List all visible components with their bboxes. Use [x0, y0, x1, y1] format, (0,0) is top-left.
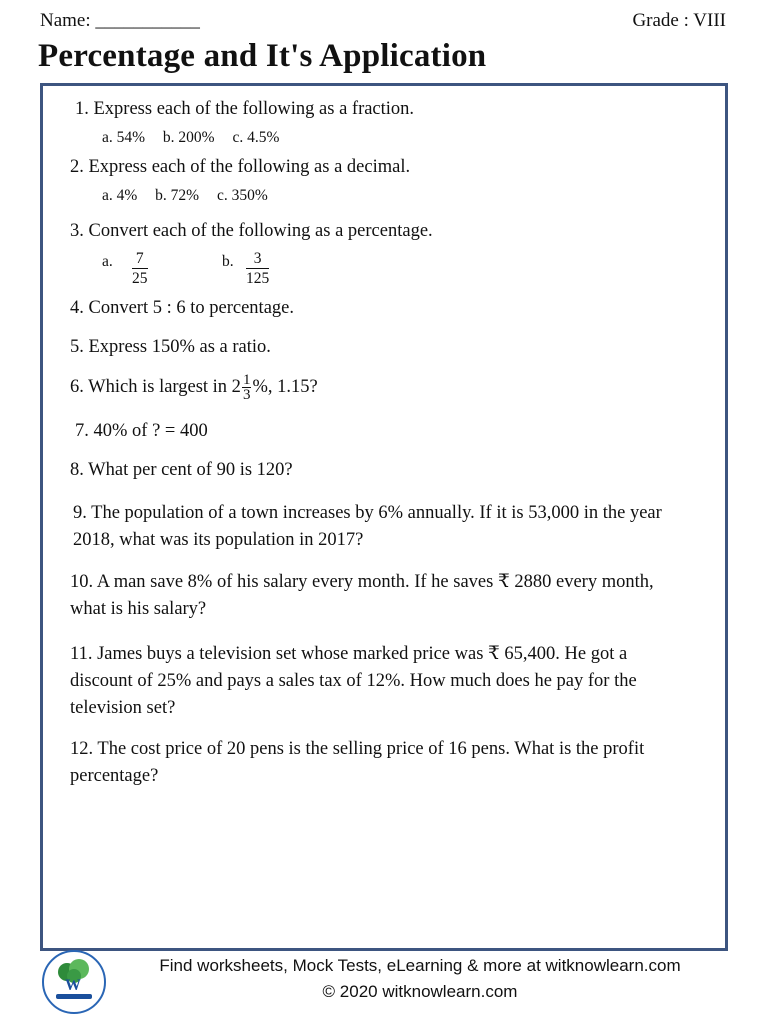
mixed-fraction [242, 373, 252, 402]
fraction-a-numerator: 7 [132, 250, 148, 269]
option-b: b. 72% [155, 187, 200, 204]
question-4: 4. Convert 5 : 6 to percentage. [70, 298, 294, 318]
option-a: a. 54% [102, 129, 146, 146]
question-3: 3. Convert each of the following as a percentage. [70, 221, 433, 241]
question-2-options [102, 187, 282, 205]
name-field-label: Name: ___________ [40, 10, 200, 31]
question-6 [70, 373, 318, 402]
option-b-label: b. [222, 253, 234, 270]
page-title: Percentage and It's Application [38, 38, 487, 74]
question-1: 1. Express each of the following as a fraction. [75, 99, 415, 119]
fraction-b-denominator: 125 [246, 270, 270, 287]
question-6-text: 6. Which is largest in 2 [70, 376, 241, 397]
question-9: 9. The population of a town increases by 6% annually. If it is 53,000 in the year 2018, what was its population in 2017? [73, 503, 662, 550]
svg-text:W: W [65, 977, 81, 994]
fraction-a [132, 250, 148, 289]
question-5: 5. Express 150% as a ratio. [70, 337, 271, 357]
question-12: 12. The cost price of 20 pens is the selling price of 16 pens. What is the profit percentage? [70, 739, 645, 786]
option-b: b. 200% [162, 129, 215, 146]
footer-copyright: © 2020 witknowlearn.com [322, 982, 518, 1001]
fraction-b-numerator: 3 [246, 250, 269, 269]
witknowlearn-logo [42, 950, 106, 1014]
question-1-options [102, 129, 293, 147]
fraction-b [246, 250, 269, 289]
option-a: a. 4% [102, 187, 138, 204]
grade-label: Grade : VIII [632, 10, 726, 31]
option-a-label: a. [102, 253, 113, 270]
question-11: 11. James buys a television set whose marked price was ₹ 65,400. He got a discount of 25% and pays a sales tax of 12%. How much does he pay for the television set? [70, 644, 637, 718]
question-2: 2. Express each of the following as a decimal. [70, 157, 411, 177]
fraction-a-denominator: 25 [132, 270, 148, 287]
question-10: 10. A man save 8% of his salary every month. If he saves ₹ 2880 every month, what is his salary? [70, 572, 654, 619]
option-c: c. 350% [216, 187, 268, 204]
footer-line-1: Find worksheets, Mock Tests, eLearning & more at witknowlearn.com [159, 956, 681, 975]
question-7: 7. 40% of ? = 400 [75, 421, 208, 441]
mixed-denominator: 3 [242, 387, 251, 403]
question-8: 8. What per cent of 90 is 120? [70, 460, 293, 480]
mixed-numerator: 1 [242, 372, 251, 388]
logo-icon [44, 952, 104, 1012]
option-c: c. 4.5% [232, 129, 280, 146]
question-6-suffix: %, 1.15? [252, 376, 318, 397]
